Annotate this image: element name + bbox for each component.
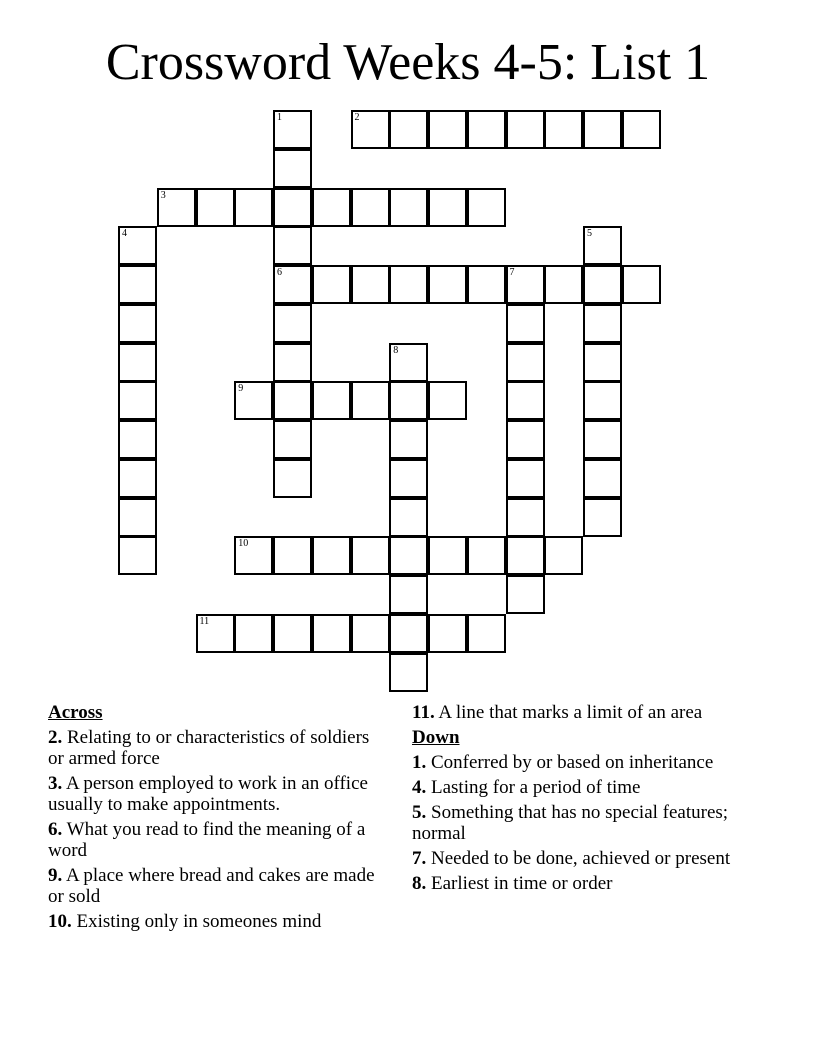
down-clue-8 <box>412 873 752 894</box>
grid-cell[interactable] <box>583 420 622 459</box>
grid-cell[interactable] <box>467 188 506 227</box>
grid-cell[interactable] <box>506 343 545 382</box>
grid-cell[interactable] <box>389 614 428 653</box>
clue-number: 3. <box>48 773 63 794</box>
clue-number: 7. <box>412 848 427 869</box>
down-clue-1 <box>412 752 752 773</box>
clue-number: 6. <box>48 819 63 840</box>
grid-cell[interactable] <box>467 265 506 304</box>
grid-cell[interactable] <box>312 536 351 575</box>
grid-cell[interactable] <box>389 265 428 304</box>
cell-number: 8 <box>393 344 399 356</box>
grid-cell[interactable] <box>118 536 157 575</box>
cell-number: 3 <box>160 189 166 201</box>
across-clue-11 <box>412 702 752 723</box>
grid-cell[interactable] <box>118 459 157 498</box>
grid-cell[interactable] <box>118 265 157 304</box>
grid-cell[interactable] <box>273 265 312 304</box>
across-heading: Across <box>48 702 103 723</box>
grid-cell[interactable] <box>273 459 312 498</box>
grid-cell[interactable] <box>428 265 467 304</box>
grid-cell[interactable] <box>389 188 428 227</box>
across-clue-6 <box>48 819 388 861</box>
cell-number: 11 <box>199 615 210 627</box>
grid-cell[interactable] <box>234 381 273 420</box>
grid-cell[interactable] <box>428 614 467 653</box>
grid-cell[interactable] <box>506 110 545 149</box>
cell-number: 7 <box>509 267 515 278</box>
clue-text: Lasting for a period of time <box>431 777 641 798</box>
clue-text: Conferred by or based on inheritance <box>431 752 714 773</box>
cell-number: 4 <box>122 228 127 240</box>
grid-cell[interactable] <box>467 110 506 149</box>
clue-number: 9. <box>48 865 63 886</box>
grid-cell[interactable] <box>351 110 390 149</box>
grid-cell[interactable] <box>506 536 545 575</box>
grid-cell[interactable] <box>273 381 312 420</box>
grid-cell[interactable] <box>389 420 428 459</box>
grid-cell[interactable] <box>583 381 622 420</box>
page-title: Crossword Weeks 4-5: List 1 <box>105 34 711 91</box>
grid-cell[interactable] <box>118 381 157 420</box>
cell-number: 2 <box>354 112 360 123</box>
cell-number: 1 <box>277 112 282 123</box>
cell-number: 10 <box>238 538 249 550</box>
clue-number: 2. <box>48 727 63 748</box>
grid-cell[interactable] <box>622 265 661 304</box>
grid-cell[interactable] <box>389 653 428 692</box>
clue-number: 5. <box>412 802 427 823</box>
grid-cell[interactable] <box>467 536 506 575</box>
grid-cell[interactable] <box>389 343 428 382</box>
grid-cell[interactable] <box>118 420 157 459</box>
clue-text: A place where bread and cakes are made or sold <box>48 865 375 907</box>
clue-number: 10. <box>48 911 72 932</box>
grid-cell[interactable] <box>506 265 545 304</box>
grid-cell[interactable] <box>506 304 545 343</box>
grid-cell[interactable] <box>544 110 583 149</box>
clue-text: Existing only in someones mind <box>76 911 322 932</box>
grid-cell[interactable] <box>506 381 545 420</box>
cell-number: 9 <box>238 383 244 395</box>
grid-cell[interactable] <box>273 536 312 575</box>
grid-cell[interactable] <box>351 536 390 575</box>
grid-cell[interactable] <box>234 614 273 653</box>
grid-cell[interactable] <box>506 575 545 614</box>
grid-cell[interactable] <box>544 265 583 304</box>
grid-cell[interactable] <box>351 188 390 227</box>
grid-cell[interactable] <box>351 381 390 420</box>
clue-text: What you read to find the meaning of a word <box>48 819 366 861</box>
grid-cell[interactable] <box>622 110 661 149</box>
grid-cell[interactable] <box>273 226 312 265</box>
down-clue-4 <box>412 777 752 798</box>
grid-cell[interactable] <box>389 459 428 498</box>
grid-cell[interactable] <box>506 420 545 459</box>
cell-number: 5 <box>587 228 592 240</box>
grid-cell[interactable] <box>118 304 157 343</box>
grid-cell[interactable] <box>273 110 312 149</box>
grid-cell[interactable] <box>583 459 622 498</box>
clue-text: A line that marks a limit of an area <box>438 702 703 723</box>
grid-cell[interactable] <box>312 614 351 653</box>
grid-cell[interactable] <box>273 420 312 459</box>
clue-number: 11. <box>412 702 435 723</box>
clue-number: 1. <box>412 752 427 773</box>
grid-cell[interactable] <box>428 188 467 227</box>
grid-cell[interactable] <box>312 381 351 420</box>
down-clue-5 <box>412 802 752 844</box>
clues-left-column <box>48 702 388 936</box>
grid-cell[interactable] <box>351 265 390 304</box>
grid-cell[interactable] <box>273 149 312 188</box>
across-clue-9 <box>48 865 388 907</box>
grid-cell[interactable] <box>273 304 312 343</box>
grid-cell[interactable] <box>389 110 428 149</box>
down-heading: Down <box>412 727 460 748</box>
grid-cell[interactable] <box>428 110 467 149</box>
grid-cell[interactable] <box>234 536 273 575</box>
clue-text: Earliest in time or order <box>431 873 613 894</box>
grid-cell[interactable] <box>506 498 545 537</box>
clue-number: 4. <box>412 777 427 798</box>
grid-cell[interactable] <box>118 498 157 537</box>
grid-cell[interactable] <box>428 536 467 575</box>
clues-right-column <box>412 702 752 898</box>
grid-cell[interactable] <box>389 381 428 420</box>
grid-cell[interactable] <box>312 265 351 304</box>
clues-area <box>0 702 816 1002</box>
clue-text: Something that has no special features; normal <box>412 802 729 844</box>
grid-cell[interactable] <box>467 614 506 653</box>
grid-cell[interactable] <box>583 110 622 149</box>
across-clue-2 <box>48 727 388 769</box>
grid-cell[interactable] <box>312 188 351 227</box>
grid-cell[interactable] <box>428 381 467 420</box>
grid-cell[interactable] <box>544 536 583 575</box>
across-clue-3 <box>48 773 388 815</box>
grid-cell[interactable] <box>273 188 312 227</box>
grid-cell[interactable] <box>583 498 622 537</box>
down-clue-7 <box>412 848 752 869</box>
grid-cell[interactable] <box>196 614 235 653</box>
grid-cell[interactable] <box>157 188 196 227</box>
clue-text: A person employed to work in an office usually to make appointments. <box>48 773 368 815</box>
grid-cell[interactable] <box>351 614 390 653</box>
grid-cell[interactable] <box>583 226 622 265</box>
grid-cell[interactable] <box>273 343 312 382</box>
grid-cell[interactable] <box>583 265 622 304</box>
grid-cell[interactable] <box>196 188 235 227</box>
grid-cell[interactable] <box>583 304 622 343</box>
grid-cell[interactable] <box>506 459 545 498</box>
grid-cell[interactable] <box>234 188 273 227</box>
grid-cell[interactable] <box>583 343 622 382</box>
grid-cell[interactable] <box>389 536 428 575</box>
across-clue-10 <box>48 911 388 932</box>
grid-cell[interactable] <box>273 614 312 653</box>
cell-number: 6 <box>277 267 282 278</box>
grid-cell[interactable] <box>118 226 157 265</box>
grid-cell[interactable] <box>389 498 428 537</box>
clue-text: Relating to or characteristics of soldiers or armed force <box>48 727 370 769</box>
grid-cell[interactable] <box>389 575 428 614</box>
grid-cell[interactable] <box>118 343 157 382</box>
clue-text: Needed to be done, achieved or present <box>431 848 731 869</box>
clue-number: 8. <box>412 873 427 894</box>
